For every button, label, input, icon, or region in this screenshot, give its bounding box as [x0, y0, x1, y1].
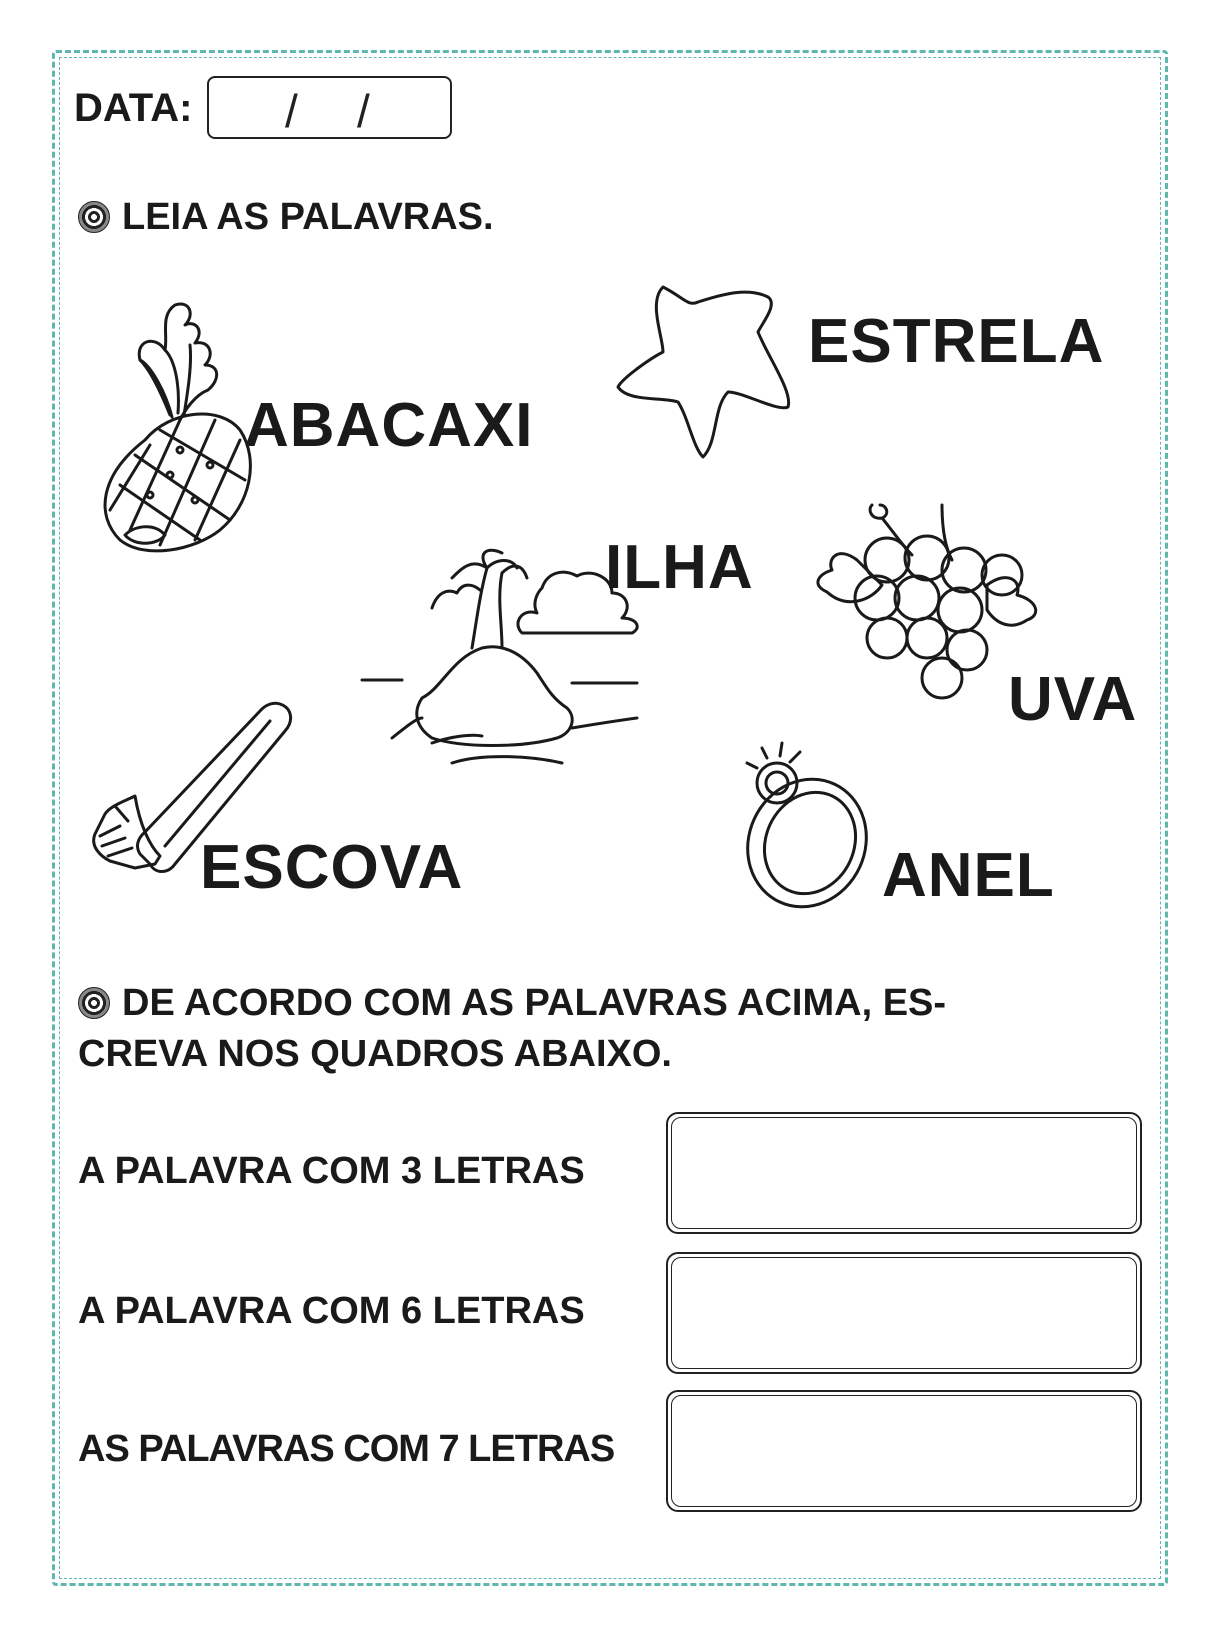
answer-box-6-letters[interactable] — [666, 1252, 1142, 1374]
word-estrela: ESTRELA — [808, 307, 1105, 376]
instruction-text: LEIA AS PALAVRAS. — [122, 196, 494, 238]
instruction-write — [78, 978, 946, 1080]
word-anel: ANEL — [882, 841, 1055, 910]
word-ilha: ILHA — [605, 533, 754, 602]
answer-box-3-letters[interactable] — [666, 1112, 1142, 1234]
answer-label-7-letters: AS PALAVRAS COM 7 LETRAS — [78, 1428, 615, 1470]
date-field[interactable] — [207, 76, 452, 139]
word-escova: ESCOVA — [200, 833, 464, 902]
instruction-read-words — [78, 192, 494, 243]
pineapple-icon — [80, 295, 250, 555]
date-separator: / — [357, 85, 370, 137]
date-label: DATA: — [74, 86, 193, 130]
bullet-icon — [78, 987, 110, 1019]
word-uva: UVA — [1008, 665, 1138, 734]
answer-label-3-letters: A PALAVRA COM 3 LETRAS — [78, 1150, 585, 1192]
date-separator: / — [285, 85, 298, 137]
word-abacaxi: ABACAXI — [244, 391, 534, 460]
star-icon — [618, 282, 808, 462]
instruction-line2: CREVA NOS QUADROS ABAIXO. — [78, 1033, 672, 1075]
instruction-text: DE ACORDO COM AS PALAVRAS ACIMA, ES- — [122, 982, 947, 1024]
ring-icon — [732, 738, 877, 913]
instruction-line1 — [78, 978, 946, 1029]
bullet-icon — [78, 201, 110, 233]
answer-label-6-letters: A PALAVRA COM 6 LETRAS — [78, 1290, 585, 1332]
answer-box-7-letters[interactable] — [666, 1390, 1142, 1512]
